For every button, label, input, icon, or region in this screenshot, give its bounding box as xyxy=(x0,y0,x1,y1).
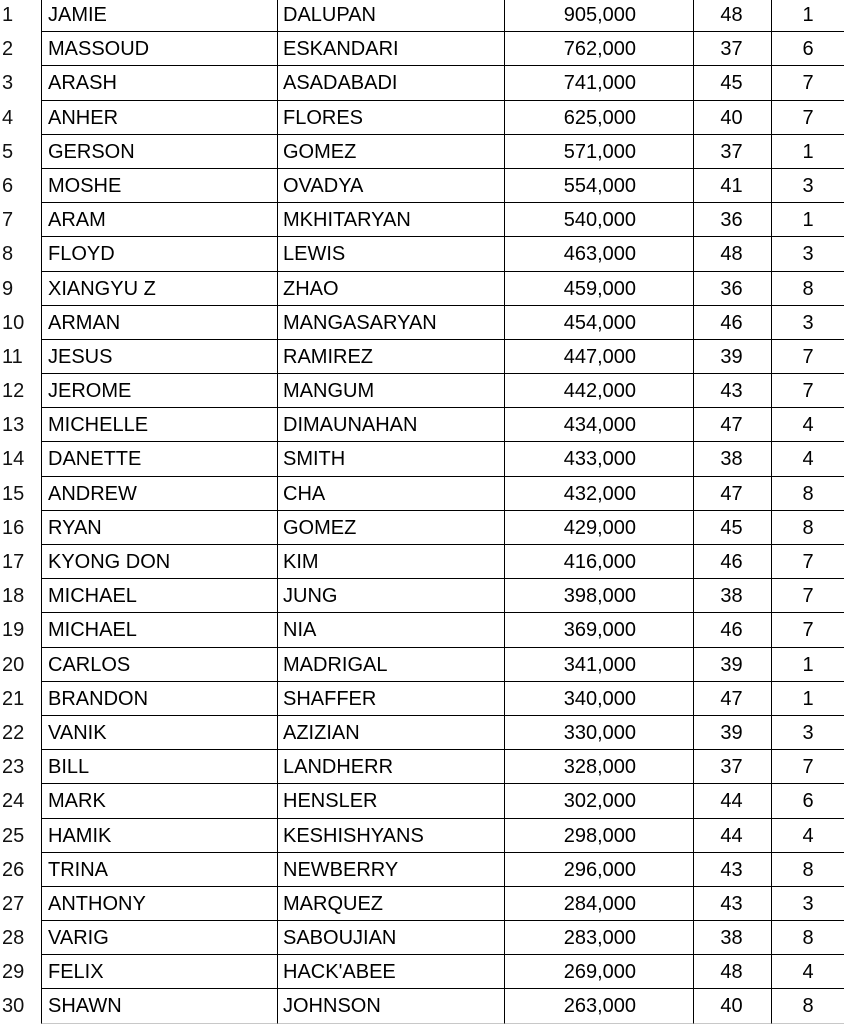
last-name-cell[interactable]: HACK'ABEE xyxy=(277,955,505,989)
amount-cell[interactable]: 741,000 xyxy=(505,66,694,100)
last-name-cell[interactable]: KIM xyxy=(277,545,505,579)
table-row xyxy=(0,101,844,135)
first-name-cell[interactable]: MARK xyxy=(41,784,277,818)
row-number: 5 xyxy=(2,140,14,163)
row-number: 7 xyxy=(2,209,14,232)
code-cell[interactable]: 7 xyxy=(772,545,844,579)
first-name-cell[interactable]: BRANDON xyxy=(41,682,277,716)
amount-cell[interactable]: 459,000 xyxy=(505,272,694,306)
code-cell[interactable]: 7 xyxy=(772,374,844,408)
row-number: 14 xyxy=(2,448,25,471)
age-cell[interactable]: 38 xyxy=(694,442,772,476)
age-cell[interactable]: 48 xyxy=(694,237,772,271)
age-cell[interactable]: 38 xyxy=(694,579,772,613)
table-row xyxy=(0,169,844,203)
code-cell[interactable]: 7 xyxy=(772,613,844,647)
last-name-cell[interactable]: GOMEZ xyxy=(277,135,505,169)
row-number: 1 xyxy=(2,4,14,26)
last-name-cell[interactable]: ESKANDARI xyxy=(277,32,505,66)
row-number: 26 xyxy=(2,858,25,881)
table-row xyxy=(0,921,844,955)
table-row xyxy=(0,408,844,442)
last-name-cell[interactable]: CHA xyxy=(277,477,505,511)
table-row xyxy=(0,887,844,921)
table-row xyxy=(0,989,844,1023)
code-cell[interactable]: 3 xyxy=(772,887,844,921)
first-name-cell[interactable]: ARMAN xyxy=(41,306,277,340)
table-row xyxy=(0,374,844,408)
table-row xyxy=(0,0,844,32)
age-cell[interactable]: 48 xyxy=(694,955,772,989)
last-name-cell[interactable]: MADRIGAL xyxy=(277,648,505,682)
last-name-cell[interactable]: SMITH xyxy=(277,442,505,476)
table-row xyxy=(0,716,844,750)
code-cell[interactable]: 4 xyxy=(772,819,844,853)
last-name-cell[interactable]: OVADYA xyxy=(277,169,505,203)
table-row xyxy=(0,613,844,647)
amount-cell[interactable]: 296,000 xyxy=(505,853,694,887)
last-name-cell[interactable]: HENSLER xyxy=(277,784,505,818)
age-cell[interactable]: 39 xyxy=(694,648,772,682)
row-number: 17 xyxy=(2,551,25,573)
code-cell[interactable]: 7 xyxy=(772,66,844,100)
last-name-cell[interactable]: NEWBERRY xyxy=(277,853,505,887)
age-cell[interactable]: 43 xyxy=(694,853,772,887)
first-name-cell[interactable]: ANDREW xyxy=(41,477,277,511)
age-cell[interactable]: 36 xyxy=(694,203,772,237)
first-name-cell[interactable]: TRINA xyxy=(41,853,277,887)
row-number: 25 xyxy=(2,824,25,847)
first-name-cell[interactable]: VARIG xyxy=(41,921,277,955)
table-row xyxy=(0,135,844,169)
row-number: 22 xyxy=(2,721,25,744)
row-number: 29 xyxy=(2,961,25,984)
code-cell[interactable]: 3 xyxy=(772,306,844,340)
code-cell[interactable]: 6 xyxy=(772,32,844,66)
last-name-cell[interactable]: FLORES xyxy=(277,101,505,135)
age-cell[interactable]: 46 xyxy=(694,545,772,579)
row-number: 30 xyxy=(2,995,25,1018)
amount-cell[interactable]: 302,000 xyxy=(505,784,694,818)
table-row xyxy=(0,203,844,237)
last-name-cell[interactable]: MKHITARYAN xyxy=(277,203,505,237)
first-name-cell[interactable]: BILL xyxy=(41,750,277,784)
table-row xyxy=(0,955,844,989)
first-name-cell[interactable]: ANHER xyxy=(41,101,277,135)
amount-cell[interactable]: 429,000 xyxy=(505,511,694,545)
table-row xyxy=(0,272,844,306)
age-cell[interactable]: 37 xyxy=(694,750,772,784)
code-cell[interactable]: 1 xyxy=(772,203,844,237)
first-name-cell[interactable]: JEROME xyxy=(41,374,277,408)
age-cell[interactable]: 40 xyxy=(694,989,772,1023)
age-cell[interactable]: 44 xyxy=(694,819,772,853)
row-number: 18 xyxy=(2,585,25,608)
table-row xyxy=(0,819,844,853)
amount-cell[interactable]: 433,000 xyxy=(505,442,694,476)
amount-cell[interactable]: 432,000 xyxy=(505,477,694,511)
age-cell[interactable]: 37 xyxy=(694,135,772,169)
row-number: 24 xyxy=(2,790,25,813)
amount-cell[interactable]: 298,000 xyxy=(505,819,694,853)
last-name-cell[interactable]: JOHNSON xyxy=(277,989,505,1023)
first-name-cell[interactable]: SHAWN xyxy=(41,989,277,1023)
row-number: 12 xyxy=(2,380,25,403)
code-cell[interactable]: 4 xyxy=(772,955,844,989)
last-name-cell[interactable]: LEWIS xyxy=(277,237,505,271)
amount-cell[interactable]: 540,000 xyxy=(505,203,694,237)
amount-cell[interactable]: 762,000 xyxy=(505,32,694,66)
table-row xyxy=(0,477,844,511)
last-name-cell[interactable]: DIMAUNAHAN xyxy=(277,408,505,442)
amount-cell[interactable]: 283,000 xyxy=(505,921,694,955)
table-row xyxy=(0,750,844,784)
age-cell[interactable]: 45 xyxy=(694,511,772,545)
amount-cell[interactable]: 447,000 xyxy=(505,340,694,374)
last-name-cell[interactable]: MARQUEZ xyxy=(277,887,505,921)
amount-cell[interactable]: 369,000 xyxy=(505,613,694,647)
age-cell[interactable]: 46 xyxy=(694,613,772,647)
age-cell[interactable]: 44 xyxy=(694,784,772,818)
row-number: 10 xyxy=(2,311,25,334)
last-name-cell[interactable]: DALUPAN xyxy=(277,0,505,32)
amount-cell[interactable]: 340,000 xyxy=(505,682,694,716)
code-cell[interactable]: 8 xyxy=(772,477,844,511)
first-name-cell[interactable]: KYONG DON xyxy=(41,545,277,579)
table-row xyxy=(0,237,844,271)
amount-cell[interactable]: 625,000 xyxy=(505,101,694,135)
age-cell[interactable]: 45 xyxy=(694,66,772,100)
last-name-cell[interactable]: KESHISHYANS xyxy=(277,819,505,853)
last-name-cell[interactable]: MANGASARYAN xyxy=(277,306,505,340)
amount-cell[interactable]: 554,000 xyxy=(505,169,694,203)
first-name-cell[interactable]: ANTHONY xyxy=(41,887,277,921)
code-cell[interactable]: 4 xyxy=(772,442,844,476)
last-name-cell[interactable]: RAMIREZ xyxy=(277,340,505,374)
age-cell[interactable]: 46 xyxy=(694,306,772,340)
age-cell[interactable]: 39 xyxy=(694,716,772,750)
first-name-cell[interactable]: CARLOS xyxy=(41,648,277,682)
table-row xyxy=(0,648,844,682)
amount-cell[interactable]: 398,000 xyxy=(505,579,694,613)
age-cell[interactable]: 47 xyxy=(694,477,772,511)
code-cell[interactable]: 1 xyxy=(772,135,844,169)
table-row xyxy=(0,306,844,340)
table-row xyxy=(0,442,844,476)
row-number: 3 xyxy=(2,72,14,95)
code-cell[interactable]: 3 xyxy=(772,237,844,271)
code-cell[interactable]: 1 xyxy=(772,0,844,32)
amount-cell[interactable]: 454,000 xyxy=(505,306,694,340)
row-number: 4 xyxy=(2,106,14,129)
last-name-cell[interactable]: NIA xyxy=(277,613,505,647)
age-cell[interactable]: 40 xyxy=(694,101,772,135)
code-cell[interactable]: 7 xyxy=(772,340,844,374)
amount-cell[interactable]: 416,000 xyxy=(505,545,694,579)
age-cell[interactable]: 36 xyxy=(694,272,772,306)
amount-cell[interactable]: 263,000 xyxy=(505,989,694,1023)
row-number: 8 xyxy=(2,243,14,266)
age-cell[interactable]: 41 xyxy=(694,169,772,203)
code-cell[interactable]: 4 xyxy=(772,408,844,442)
row-number: 20 xyxy=(2,653,25,676)
first-name-cell[interactable]: ARASH xyxy=(41,66,277,100)
first-name-cell[interactable]: RYAN xyxy=(41,511,277,545)
amount-cell[interactable]: 330,000 xyxy=(505,716,694,750)
age-cell[interactable]: 43 xyxy=(694,374,772,408)
first-name-cell[interactable]: MICHAEL xyxy=(41,613,277,647)
first-name-cell[interactable]: DANETTE xyxy=(41,442,277,476)
row-number: 16 xyxy=(2,516,25,539)
table-row xyxy=(0,32,844,66)
last-name-cell[interactable]: AZIZIAN xyxy=(277,716,505,750)
table-row xyxy=(0,66,844,100)
first-name-cell[interactable]: MASSOUD xyxy=(41,32,277,66)
row-number: 23 xyxy=(2,756,25,779)
first-name-cell[interactable]: MICHAEL xyxy=(41,579,277,613)
last-name-cell[interactable]: MANGUM xyxy=(277,374,505,408)
age-cell[interactable]: 48 xyxy=(694,0,772,32)
first-name-cell[interactable]: HAMIK xyxy=(41,819,277,853)
age-cell[interactable]: 38 xyxy=(694,921,772,955)
table-row xyxy=(0,545,844,579)
amount-cell[interactable]: 328,000 xyxy=(505,750,694,784)
first-name-cell[interactable]: FELIX xyxy=(41,955,277,989)
code-cell[interactable]: 8 xyxy=(772,272,844,306)
table-row xyxy=(0,511,844,545)
code-cell[interactable]: 1 xyxy=(772,682,844,716)
age-cell[interactable]: 47 xyxy=(694,682,772,716)
amount-cell[interactable]: 905,000 xyxy=(505,0,694,32)
row-number: 15 xyxy=(2,482,25,505)
code-cell[interactable]: 7 xyxy=(772,750,844,784)
first-name-cell[interactable]: FLOYD xyxy=(41,237,277,271)
code-cell[interactable]: 7 xyxy=(772,101,844,135)
table-row xyxy=(0,853,844,887)
first-name-cell[interactable]: ARAM xyxy=(41,203,277,237)
amount-cell[interactable]: 442,000 xyxy=(505,374,694,408)
row-number: 11 xyxy=(2,345,23,368)
first-name-cell[interactable]: VANIK xyxy=(41,716,277,750)
first-name-cell[interactable]: MICHELLE xyxy=(41,408,277,442)
first-name-cell[interactable]: MOSHE xyxy=(41,169,277,203)
first-name-cell[interactable]: JESUS xyxy=(41,340,277,374)
amount-cell[interactable]: 571,000 xyxy=(505,135,694,169)
code-cell[interactable]: 8 xyxy=(772,921,844,955)
last-name-cell[interactable]: GOMEZ xyxy=(277,511,505,545)
age-cell[interactable]: 43 xyxy=(694,887,772,921)
amount-cell[interactable]: 341,000 xyxy=(505,648,694,682)
row-number: 19 xyxy=(2,619,25,642)
last-name-cell[interactable]: ASADABADI xyxy=(277,66,505,100)
row-number: 2 xyxy=(2,38,14,61)
row-number: 6 xyxy=(2,174,14,197)
last-name-cell[interactable]: JUNG xyxy=(277,579,505,613)
row-number: 28 xyxy=(2,927,25,950)
row-number: 13 xyxy=(2,414,25,437)
last-name-cell[interactable]: ZHAO xyxy=(277,272,505,306)
row-number: 9 xyxy=(2,277,14,300)
code-cell[interactable]: 8 xyxy=(772,853,844,887)
age-cell[interactable]: 37 xyxy=(694,32,772,66)
first-name-cell[interactable]: JAMIE xyxy=(41,0,277,32)
amount-cell[interactable]: 463,000 xyxy=(505,237,694,271)
first-name-cell[interactable]: XIANGYU Z xyxy=(41,272,277,306)
table-row xyxy=(0,682,844,716)
code-cell[interactable]: 1 xyxy=(772,648,844,682)
last-name-cell[interactable]: LANDHERR xyxy=(277,750,505,784)
first-name-cell[interactable]: GERSON xyxy=(41,135,277,169)
code-cell[interactable]: 8 xyxy=(772,511,844,545)
last-name-cell[interactable]: SHAFFER xyxy=(277,682,505,716)
last-name-cell[interactable]: SABOUJIAN xyxy=(277,921,505,955)
amount-cell[interactable]: 434,000 xyxy=(505,408,694,442)
code-cell[interactable]: 6 xyxy=(772,784,844,818)
table-row xyxy=(0,340,844,374)
age-cell[interactable]: 39 xyxy=(694,340,772,374)
code-cell[interactable]: 8 xyxy=(772,989,844,1023)
code-cell[interactable]: 3 xyxy=(772,716,844,750)
age-cell[interactable]: 47 xyxy=(694,408,772,442)
row-number: 21 xyxy=(2,687,25,710)
code-cell[interactable]: 3 xyxy=(772,169,844,203)
amount-cell[interactable]: 284,000 xyxy=(505,887,694,921)
row-number: 27 xyxy=(2,892,25,915)
table-row xyxy=(0,579,844,613)
code-cell[interactable]: 7 xyxy=(772,579,844,613)
table-row xyxy=(0,784,844,818)
amount-cell[interactable]: 269,000 xyxy=(505,955,694,989)
